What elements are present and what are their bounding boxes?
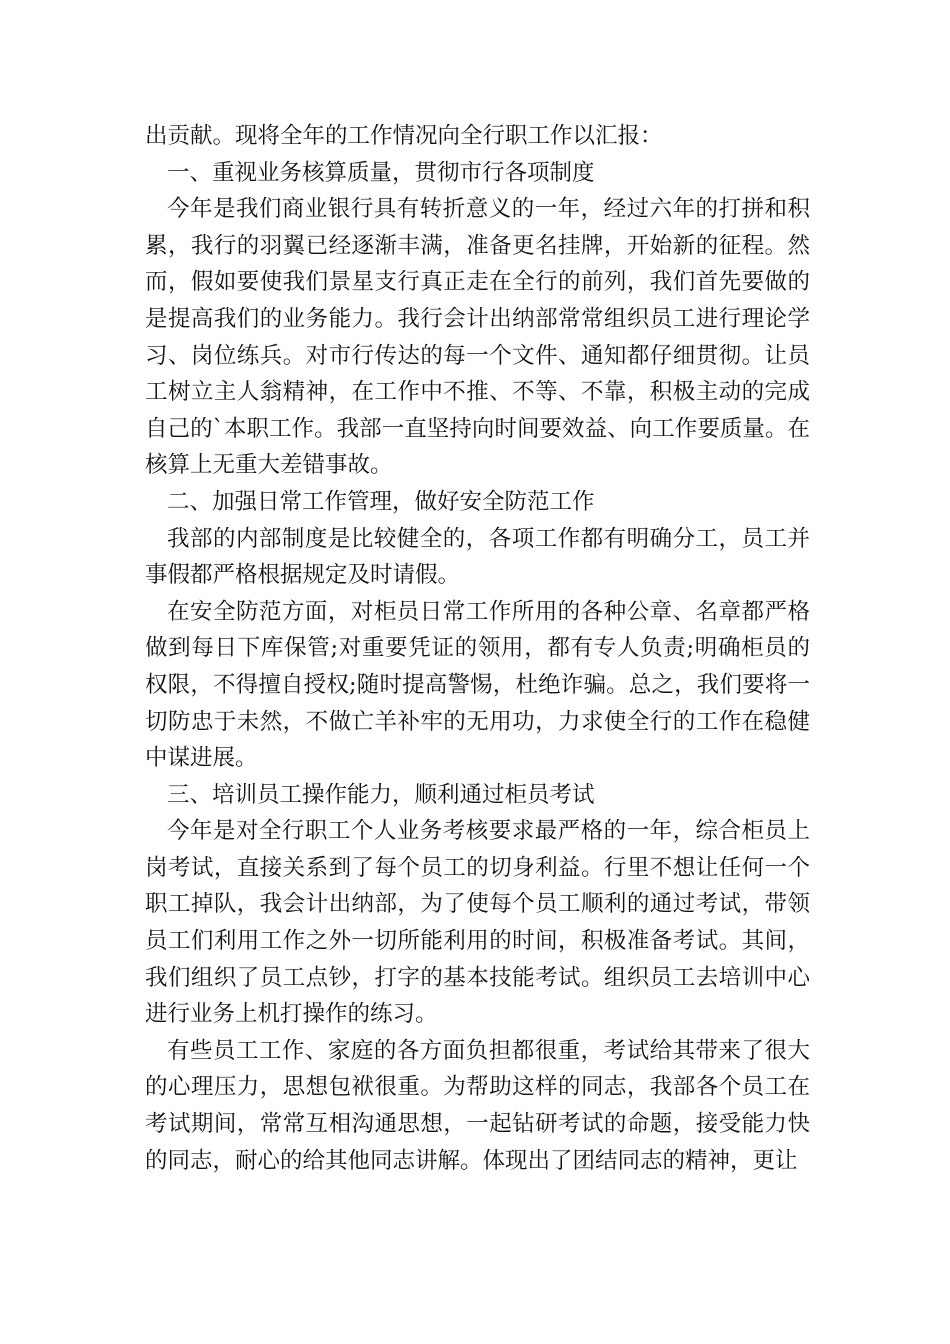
paragraph-intro: 出贡献。现将全年的工作情况向全行职工作以汇报： xyxy=(145,123,663,149)
section-heading-3: 三、培训员工操作能力，顺利通过柜员考试 xyxy=(167,781,595,808)
paragraph-section-1: 今年是我们商业银行具有转折意义的一年，经过六年的打拼和积累，我行的羽翼已经逐渐丰满，准备更名挂牌，开始新的征程。然而，假如要使我们景星支行真正走在全行的前列，我们首先要做的是提高我们的业务能力。我行会计出纳部常常组织员工进行理论学习、岗位练兵。对市行传达的每一个文件、通知都仔细贯彻。让员工树立主人翁精神，在工作中不推、不等、不靠，积极主动的完成自己的`本职工作。我部一直坚持向时间要效益、向工作要质量。在核算上无重大差错事故。 xyxy=(145,196,810,479)
paragraph-section-3-b: 有些员工工作、家庭的各方面负担都很重，考试给其带来了很大的心理压力，思想包袱很重。为帮助这样的同志，我部各个员工在考试期间，常常互相沟通思想，一起钻研考试的命题，接受能力快的同志，耐心的给其他同志讲解。体现出了团结同志的精神，更让 xyxy=(145,1037,810,1174)
section-heading-1: 一、重视业务核算质量，贯彻市行各项制度 xyxy=(167,159,595,186)
section-heading-2: 二、加强日常工作管理，做好安全防范工作 xyxy=(167,488,595,515)
paragraph-section-3-a: 今年是对全行职工个人业务考核要求最严格的一年，综合柜员上岗考试，直接关系到了每个员工的切身利益。行里不想让任何一个职工掉队，我会计出纳部，为了使每个员工顺利的通过考试，带领员工们利用工作之外一切所能利用的时间，积极准备考试。其间，我们组织了员工点钞，打字的基本技能考试。组织员工去培训中心进行业务上机打操作的练习。 xyxy=(145,818,810,1028)
paragraph-section-2-a: 我部的内部制度是比较健全的，各项工作都有明确分工，员工并事假都严格根据规定及时请假。 xyxy=(145,525,810,589)
document-body xyxy=(145,118,810,1179)
paragraph-section-2-b: 在安全防范方面，对柜员日常工作所用的各种公章、名章都严格做到每日下库保管;对重要凭证的领用，都有专人负责;明确柜员的权限，不得擅自授权;随时提高警惕，杜绝诈骗。总之，我们要将一切防忠于未然，不做亡羊补牢的无用功，力求使全行的工作在稳健中谋进展。 xyxy=(145,598,810,772)
